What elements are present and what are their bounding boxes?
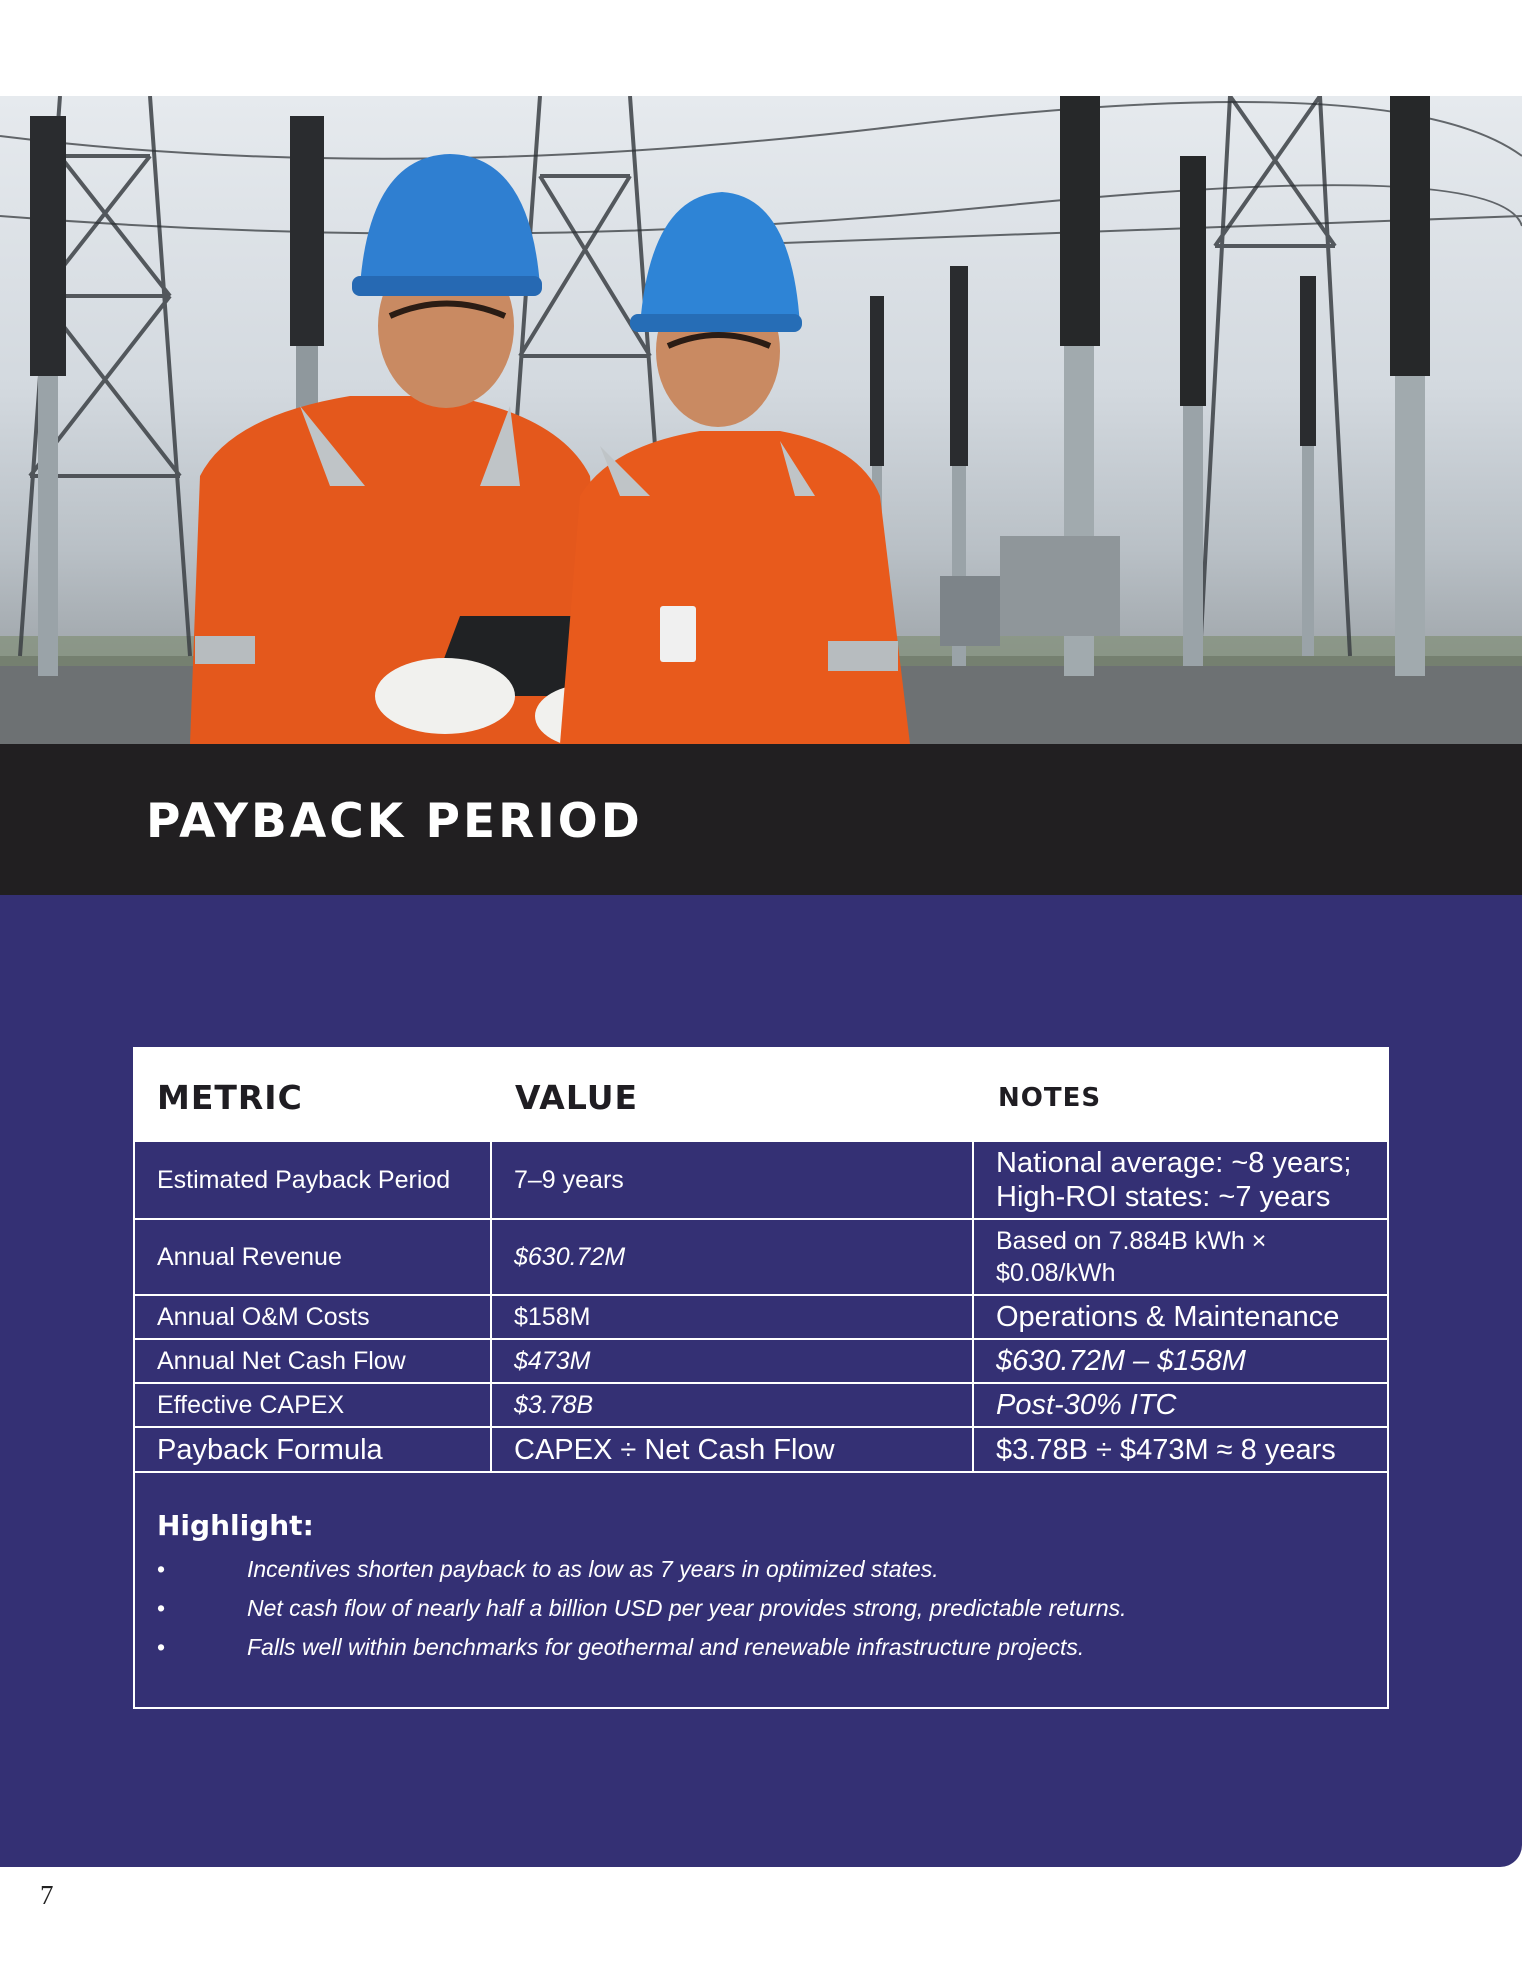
notes-cell: $3.78B ÷ $473M ≈ 8 years [996, 1433, 1336, 1466]
metric-cell: Payback Formula [135, 1428, 492, 1471]
bullet: • [157, 1634, 166, 1660]
metric-cell: Annual Net Cash Flow [135, 1340, 492, 1382]
value-cell: $3.78B [492, 1384, 974, 1426]
hero-photo [0, 96, 1522, 744]
bullet: • [157, 1595, 166, 1621]
notes-cell: Operations & Maintenance [996, 1301, 1340, 1333]
notes-cell: Based on 7.884B kWh × $0.08/kWh [996, 1227, 1267, 1287]
metric-cell: Annual O&M Costs [135, 1296, 492, 1338]
value-cell: $158M [492, 1296, 974, 1338]
bullet: • [157, 1556, 166, 1582]
metric-cell: Annual Revenue [135, 1220, 492, 1294]
table-row [135, 1340, 1387, 1384]
value-cell: 7–9 years [492, 1142, 974, 1218]
table-row [135, 1384, 1387, 1428]
table-row [135, 1220, 1387, 1296]
notes-cell: National average: ~8 years; High-ROI states: ~7 years [996, 1147, 1352, 1213]
notes-cell: $630.72M – $158M [996, 1345, 1246, 1377]
payback-table: METRIC VALUE NOTES Estimated Payback Period 7–9 years National average: ~8 years; High-ROI states: ~7 years Annual Revenue $630.72M Based on 7.884B kWh × $0.08/kWh Annual O&M Costs $158M Operations & Maintenance Annual Net Cash Flow $473M $630.72M – $158M Effective CAPEX $3.78B Post-30% ITC Payback Formula CAPEX ÷ Net Cash Flow $3.78B ÷ $473M ≈ 8 years Highlight: • Incentives shorten payback to as low as 7 years in optimized states. • Net cash flow of nearly half a billion USD per year provides strong, predictable returns. • Falls well within benchmarks for geothermal and renewable infrastructure projects. [133, 1047, 1389, 1709]
table-header [135, 1049, 1387, 1142]
metric-cell: Effective CAPEX [135, 1384, 492, 1426]
content-panel [0, 895, 1522, 1867]
table-row [135, 1296, 1387, 1340]
notes-cell: Post-30% ITC [996, 1389, 1177, 1421]
page-title: PAYBACK PERIOD [146, 794, 643, 849]
table-row [135, 1142, 1387, 1220]
column-header-metric: METRIC [157, 1078, 303, 1117]
column-header-value: VALUE [515, 1078, 639, 1117]
worker-right [560, 192, 910, 744]
column-header-notes: NOTES [998, 1083, 1102, 1113]
value-cell: $630.72M [492, 1220, 974, 1294]
value-cell: $473M [492, 1340, 974, 1382]
substation-workers-illustration [0, 96, 1522, 744]
metric-cell: Estimated Payback Period [135, 1142, 492, 1218]
highlight-title: Highlight: [157, 1509, 314, 1542]
table-row [135, 1428, 1387, 1473]
value-cell: CAPEX ÷ Net Cash Flow [492, 1428, 974, 1471]
title-band [0, 744, 1522, 895]
page-number: 7 [40, 1880, 54, 1910]
